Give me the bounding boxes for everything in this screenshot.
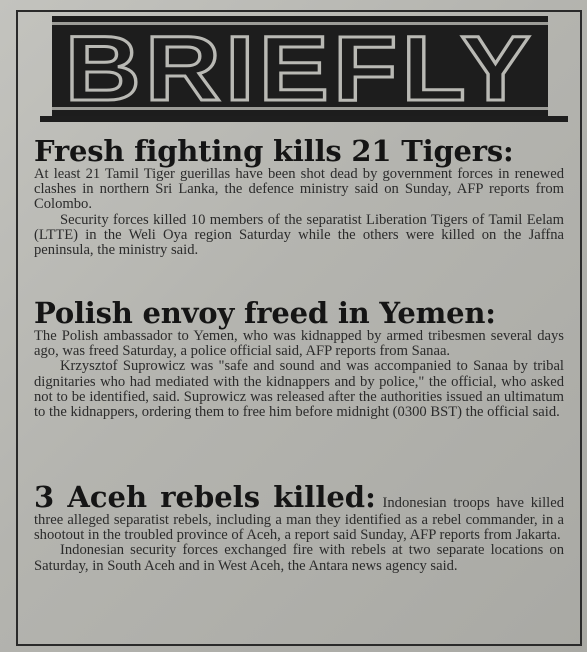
article-paragraph: Indonesian security forces exchanged fire with rebels at two separate locations on Saturday, in South Aceh and in West Aceh, the Antara news agency said. [34,542,564,574]
article-headline: Fresh fighting kills 21 Tigers: [34,134,514,168]
article-paragraph: The Polish ambassador to Yemen, who was kidnapped by armed tribesmen several days ago, was freed Saturday, a police official said, AFP reports from Sanaa. [34,328,564,360]
article-headline: 3 Aceh rebels killed: [34,480,376,514]
article-headline: Polish envoy freed in Yemen: [34,296,496,330]
masthead-title: BRIEFLY [65,18,535,116]
article-paragraph: At least 21 Tamil Tiger guerillas have been shot dead by government forces in renewed clashes in northern Sri Lanka, the defence ministry said on Sunday, AFP reports from Colombo. [34,166,564,213]
article-polish-envoy [34,298,564,420]
masthead-logo [52,16,548,116]
article-lead-text: Indonesian troops have killed three alleged separatist rebels, including a man they identified as a rebel commander, in a shootout in the troubled province of Aceh, a report said Sunday, AFP reports from Jakarta. [34,495,564,544]
masthead [52,16,548,116]
article-body [34,167,564,258]
article-tamil-tigers [34,136,564,258]
article-body [34,329,564,420]
article-paragraph: Krzysztof Suprowicz was "safe and sound and was accompanied to Sanaa by tribal dignitaries who had mediated with the kidnappers and by police," the official, who asked not to be identified, said. Suprowicz was released after the authorities issued an ultimatum to the kidnappers, ordering them to free him before midnight (0300 BST) the official said. [34,358,564,421]
article-lead-paragraph [34,482,564,543]
article-aceh-rebels [34,482,564,574]
article-paragraph: Security forces killed 10 members of the separatist Liberation Tigers of Tamil Eelam (LTTE) in the Weli Oya region Saturday while the others were killed on the Jaffna peninsula, the ministry said. [34,211,564,259]
article-body [34,482,564,574]
masthead-rule [40,116,568,122]
